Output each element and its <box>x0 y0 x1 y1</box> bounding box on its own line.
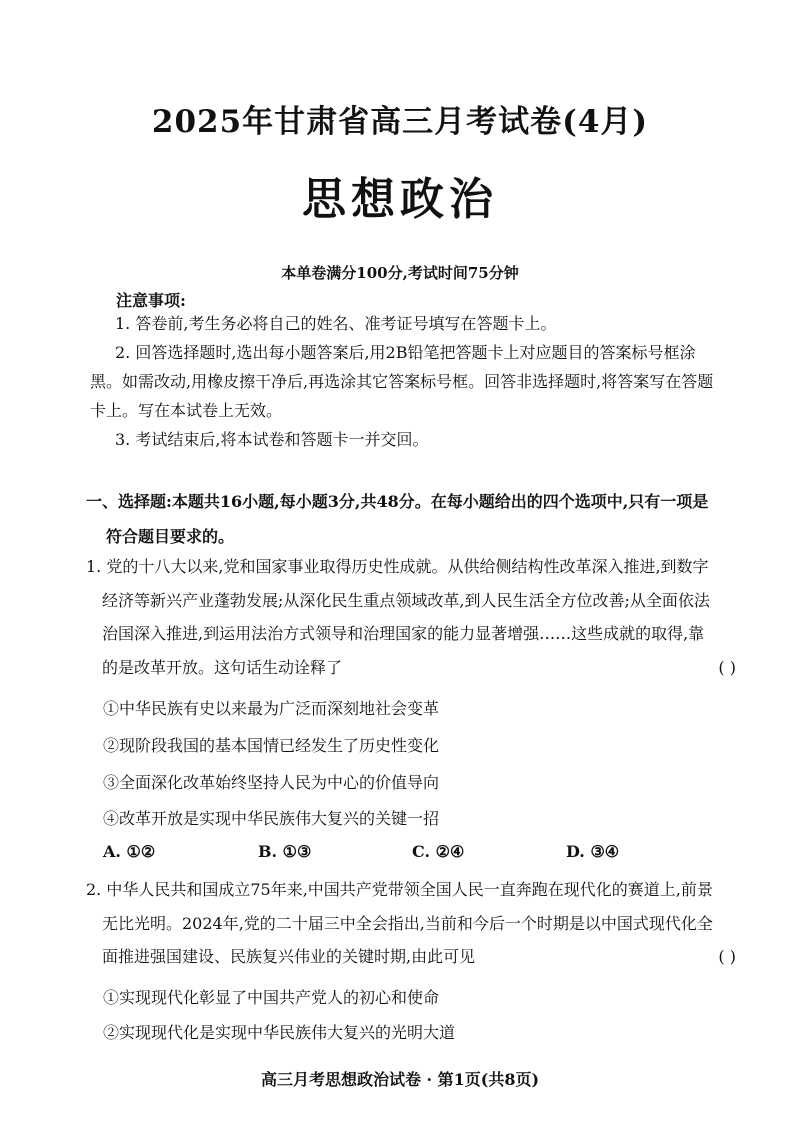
subject-title: 思想政治 <box>302 174 498 225</box>
question-1-line-2: 经济等新兴产业蓬勃发展;从深化民生重点领域改革,到人民生活全方位改善;从全面依法 <box>102 590 710 610</box>
question-1-line-1: 1. 党的十八大以来,党和国家事业取得历史性成就。从供给侧结构性改革深入推进,到数字 <box>86 557 709 576</box>
question-2-line-1: 2. 中华人民共和国成立75年来,中国共产党带领全国人民一直奔跑在现代化的赛道上,前景 <box>86 880 713 899</box>
notice-item-2-line-2: 黑。如需改动,用橡皮擦干净后,再选涂其它答案标号框。回答非选择题时,将答案写在答题 <box>90 372 714 391</box>
page-footer: 高三月考思想政治试卷 · 第1页(共8页) <box>260 1070 540 1089</box>
notice-item-2-line-1: 2. 回答选择题时,选出每小题答案后,用2B铅笔把答题卡上对应题目的答案标号框涂 <box>115 343 696 362</box>
choice-b: B. ①③ <box>258 842 312 861</box>
question-2-option-2: ②实现现代化是实现中华民族伟大复兴的光明大道 <box>103 1023 456 1042</box>
question-1-option-4: ④改革开放是实现中华民族伟大复兴的关键一招 <box>103 809 440 828</box>
question-1-option-3: ③全面深化改革始终坚持人民为中心的价值导向 <box>103 773 440 792</box>
question-2-line-2: 无比光明。2024年,党的二十届三中全会指出,当前和今后一个时期是以中国式现代化全 <box>102 913 713 933</box>
choice-c: C. ②④ <box>412 842 465 861</box>
notice-item-3: 3. 考试结束后,将本试卷和答题卡一并交回。 <box>115 430 429 449</box>
notice-item-2-line-3: 卡上。写在本试卷上无效。 <box>90 401 283 420</box>
question-2-option-1: ①实现现代化彰显了中国共产党人的初心和使命 <box>103 988 440 1007</box>
question-2-line-3: 面推进强国建设、民族复兴伟业的关键时期,由此可见 <box>102 947 476 966</box>
choice-d: D. ③④ <box>566 842 620 861</box>
choice-a: A. ①② <box>103 842 156 861</box>
exam-title: 2025年甘肃省高三月考试卷(4月) <box>151 104 649 140</box>
question-2 <box>86 873 746 974</box>
notice-items <box>90 309 734 454</box>
section-heading <box>86 484 746 554</box>
question-1 <box>86 550 746 684</box>
answer-parenthesis: ( ) <box>718 657 736 677</box>
question-1-option-2: ②现阶段我国的基本国情已经发生了历史性变化 <box>103 736 440 755</box>
answer-parenthesis: ( ) <box>718 947 736 966</box>
question-1-option-1: ①中华民族有史以来最为广泛而深刻地社会变革 <box>103 699 440 718</box>
exam-info: 本单卷满分100分,考试时间75分钟 <box>281 264 519 282</box>
notice-heading: 注意事项: <box>116 291 186 310</box>
section-heading-line-1: 一、选择题:本题共16小题,每小题3分,共48分。在每小题给出的四个选项中,只有一项是 <box>86 492 709 511</box>
notice-item-1: 1. 答卷前,考生务必将自己的姓名、准考证号填写在答题卡上。 <box>115 314 557 333</box>
question-1-line-4: 的是改革开放。这句话生动诠释了 <box>102 657 343 677</box>
question-1-line-3: 治国深入推进,到运用法治方式领导和治理国家的能力显著增强……这些成就的取得,靠 <box>102 624 705 643</box>
section-heading-line-2: 符合题目要求的。 <box>106 527 235 546</box>
